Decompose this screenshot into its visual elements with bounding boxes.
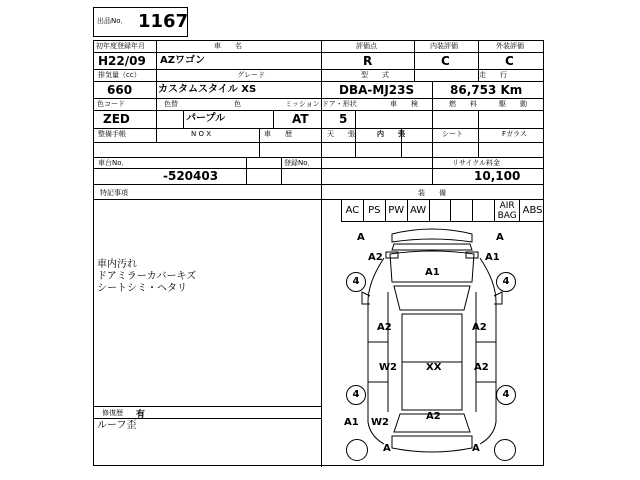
lot-number-label: 出品No． (97, 17, 128, 25)
mark-roof: XX (426, 362, 442, 373)
model-value: AZワゴン (160, 55, 205, 66)
color-value: パープル (186, 113, 226, 124)
maintenance-label: 整備手帳 (98, 130, 126, 138)
recycle-value: 10,100 (474, 169, 521, 183)
mark-rear-left-w2: W2 (371, 417, 389, 428)
chassis-value: -520403 (163, 169, 219, 183)
equipment-ac: AC (342, 200, 364, 221)
repair-value: 有 (136, 410, 146, 420)
lot-number-box (93, 7, 188, 37)
grade-label: グレード (237, 71, 265, 79)
score-value: R (363, 54, 373, 68)
grade-value: カスタムスタイル XS (158, 84, 257, 95)
tire-rear-left: 4 (346, 385, 366, 405)
recycle-label: リサイクル料金 (452, 159, 501, 167)
mark-trunk: A2 (426, 411, 441, 422)
note-item: 車内汚れ (97, 259, 137, 270)
interior-trim-label: 内 張 (377, 130, 405, 138)
color-code-value: ZED (103, 112, 130, 126)
mileage-label: 走 行 (479, 71, 507, 79)
doors-value: 5 (339, 112, 348, 126)
color-code-label: 色コード (97, 100, 125, 108)
mission-value: AT (292, 112, 309, 126)
nox-label: N O X (191, 130, 211, 138)
mark-door-front-right: A2 (472, 322, 487, 333)
mark-door-front-left: A2 (377, 322, 392, 333)
tire-rear-right: 4 (496, 385, 516, 405)
inspection-label: 車 検 (390, 100, 418, 108)
equipment-aw: AW (408, 200, 430, 221)
fglass-label: Fガラス (502, 130, 527, 138)
auction-sheet (93, 40, 544, 466)
rear-right-circle (494, 439, 516, 461)
mark-rear-right-corner: A (472, 443, 480, 454)
score-label: 評価点 (356, 42, 377, 50)
mark-front-left-fender: A2 (368, 252, 383, 263)
history-label: 車 歴 (264, 130, 292, 138)
fuel-label: 燃 料 (449, 100, 477, 108)
sunroof-label: 天 張 (327, 130, 355, 138)
mark-rear-left-quarter: A1 (344, 417, 359, 428)
mark-front-right-corner: A (496, 232, 504, 243)
repair-note: ルーフ歪 (97, 420, 137, 431)
mark-door-rear-right: A2 (474, 362, 489, 373)
reg-label: 登録No． (284, 159, 315, 167)
ext-grade-label: 外装評価 (496, 42, 524, 50)
color-label: 色 (234, 100, 241, 108)
note-item: シートシミ・ヘタリ (97, 283, 187, 294)
chassis-label: 車台No． (98, 159, 129, 167)
equipment-blank (473, 200, 495, 221)
type-label: 型 式 (361, 71, 389, 79)
int-grade-label: 内装評価 (430, 42, 458, 50)
tire-front-left: 4 (346, 272, 366, 292)
model-label: 車 名 (214, 42, 242, 50)
doors-label: ドア・形状 (322, 100, 357, 108)
year-value: H22/09 (98, 54, 146, 68)
equipment-header: 装 備 (418, 189, 446, 197)
seat-label: シート (442, 130, 463, 138)
mileage-value: 86,753 Km (450, 83, 523, 97)
mark-front-left-corner: A (357, 232, 365, 243)
mark-door-rear-left: W2 (379, 362, 397, 373)
ext-grade-value: C (505, 54, 514, 68)
mark-rear-left-corner: A (383, 443, 391, 454)
color-change-label: 色替 (164, 100, 178, 108)
equipment-grid (341, 200, 545, 221)
equipment-abs: ABS (522, 205, 543, 216)
year-label: 初年度登録年月 (96, 42, 145, 50)
displacement-value: 660 (107, 83, 133, 97)
mission-label: ミッション (285, 100, 320, 108)
equipment-ps: PS (364, 200, 386, 221)
notes-list (97, 259, 196, 295)
car-diagram (322, 222, 543, 466)
mark-front-right-fender: A1 (485, 252, 500, 263)
notes-header: 特記事項 (100, 189, 128, 197)
repair-label: 修復歴 (102, 409, 123, 417)
equipment-pw: PW (386, 200, 408, 221)
equipment-airbag: AIR BAG (495, 200, 520, 221)
lot-number: 1167 (138, 11, 189, 32)
note-item: ドアミラーカバーキズ (97, 271, 197, 282)
displacement-label: 排気量（cc） (98, 71, 141, 79)
tire-front-right: 4 (496, 272, 516, 292)
mark-hood: A1 (425, 267, 440, 278)
type-value: DBA-MJ23S (339, 83, 415, 97)
equipment-blank (451, 200, 473, 221)
rear-left-circle (346, 439, 368, 461)
int-grade-value: C (441, 54, 450, 68)
drive-label: 駆 動 (499, 100, 527, 108)
equipment-blank (430, 200, 452, 221)
